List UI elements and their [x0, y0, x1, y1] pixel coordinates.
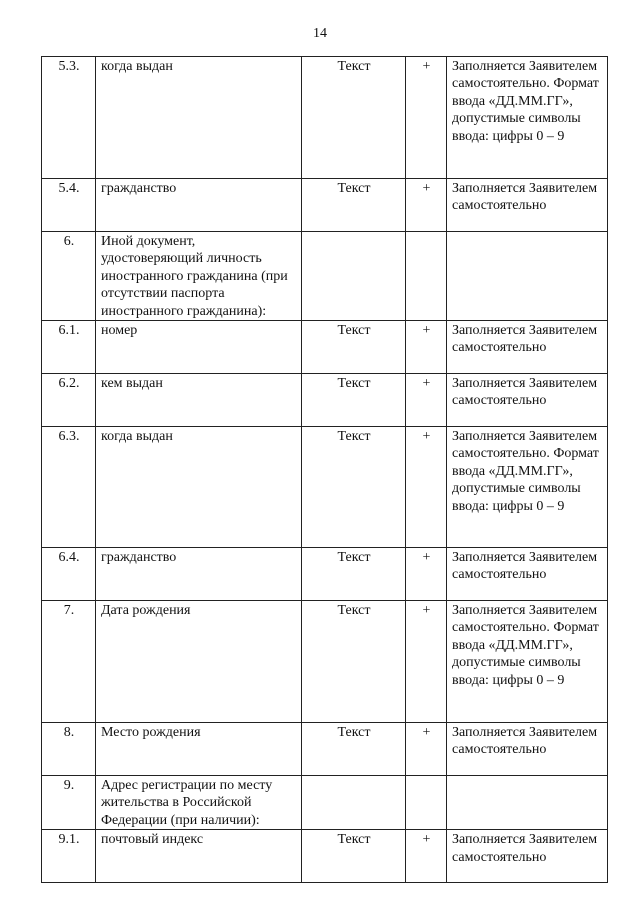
field-note: Заполняется Заявителем самостоятельно	[447, 723, 608, 776]
row-number: 8.	[42, 723, 96, 776]
field-type: Текст	[302, 57, 406, 179]
row-number: 6.2.	[42, 374, 96, 427]
field-type: Текст	[302, 179, 406, 232]
field-name: Место рождения	[96, 723, 302, 776]
table-row	[42, 601, 608, 723]
row-number: 5.3.	[42, 57, 96, 179]
required-mark: +	[406, 723, 447, 776]
row-number: 7.	[42, 601, 96, 723]
required-mark: +	[406, 57, 447, 179]
required-mark: +	[406, 321, 447, 374]
table-row	[42, 374, 608, 427]
field-name: кем выдан	[96, 374, 302, 427]
table-row	[42, 830, 608, 883]
table-row	[42, 776, 608, 830]
row-number: 6.1.	[42, 321, 96, 374]
field-note: Заполняется Заявителем самостоятельно. Формат ввода «ДД.ММ.ГГ», допустимые символы ввода: цифры 0 – 9	[447, 57, 608, 179]
required-mark: +	[406, 830, 447, 883]
field-name: когда выдан	[96, 427, 302, 548]
required-mark: +	[406, 427, 447, 548]
field-name: когда выдан	[96, 57, 302, 179]
field-type	[302, 776, 406, 830]
field-type: Текст	[302, 723, 406, 776]
field-note	[447, 232, 608, 321]
field-type: Текст	[302, 830, 406, 883]
table-row	[42, 179, 608, 232]
required-mark	[406, 232, 447, 321]
field-name: гражданство	[96, 548, 302, 601]
required-mark: +	[406, 601, 447, 723]
field-type	[302, 232, 406, 321]
row-number: 5.4.	[42, 179, 96, 232]
field-type: Текст	[302, 601, 406, 723]
field-type: Текст	[302, 321, 406, 374]
required-mark: +	[406, 179, 447, 232]
field-name: номер	[96, 321, 302, 374]
table-row	[42, 427, 608, 548]
table-row	[42, 321, 608, 374]
required-mark: +	[406, 548, 447, 601]
field-type: Текст	[302, 374, 406, 427]
field-name: Иной документ, удостоверяющий личность иностранного гражданина (при отсутствии паспорта иностранного гражданина):	[96, 232, 302, 321]
row-number: 6.4.	[42, 548, 96, 601]
field-note: Заполняется Заявителем самостоятельно. Формат ввода «ДД.ММ.ГГ», допустимые символы ввода: цифры 0 – 9	[447, 427, 608, 548]
row-number: 6.	[42, 232, 96, 321]
field-type: Текст	[302, 548, 406, 601]
required-mark: +	[406, 374, 447, 427]
table-row	[42, 57, 608, 179]
table-row	[42, 723, 608, 776]
row-number: 9.1.	[42, 830, 96, 883]
row-number: 6.3.	[42, 427, 96, 548]
field-note: Заполняется Заявителем самостоятельно	[447, 179, 608, 232]
field-name: Дата рождения	[96, 601, 302, 723]
table-row	[42, 232, 608, 321]
field-note	[447, 776, 608, 830]
field-name: гражданство	[96, 179, 302, 232]
field-note: Заполняется Заявителем самостоятельно. Формат ввода «ДД.ММ.ГГ», допустимые символы ввода: цифры 0 – 9	[447, 601, 608, 723]
required-mark	[406, 776, 447, 830]
table-row	[42, 548, 608, 601]
fields-table	[41, 56, 608, 883]
field-type: Текст	[302, 427, 406, 548]
field-note: Заполняется Заявителем самостоятельно	[447, 321, 608, 374]
field-note: Заполняется Заявителем самостоятельно	[447, 374, 608, 427]
page-number: 14	[313, 26, 327, 41]
row-number: 9.	[42, 776, 96, 830]
field-note: Заполняется Заявителем самостоятельно	[447, 830, 608, 883]
field-note: Заполняется Заявителем самостоятельно	[447, 548, 608, 601]
field-name: почтовый индекс	[96, 830, 302, 883]
field-name: Адрес регистрации по месту жительства в Российской Федерации (при наличии):	[96, 776, 302, 830]
